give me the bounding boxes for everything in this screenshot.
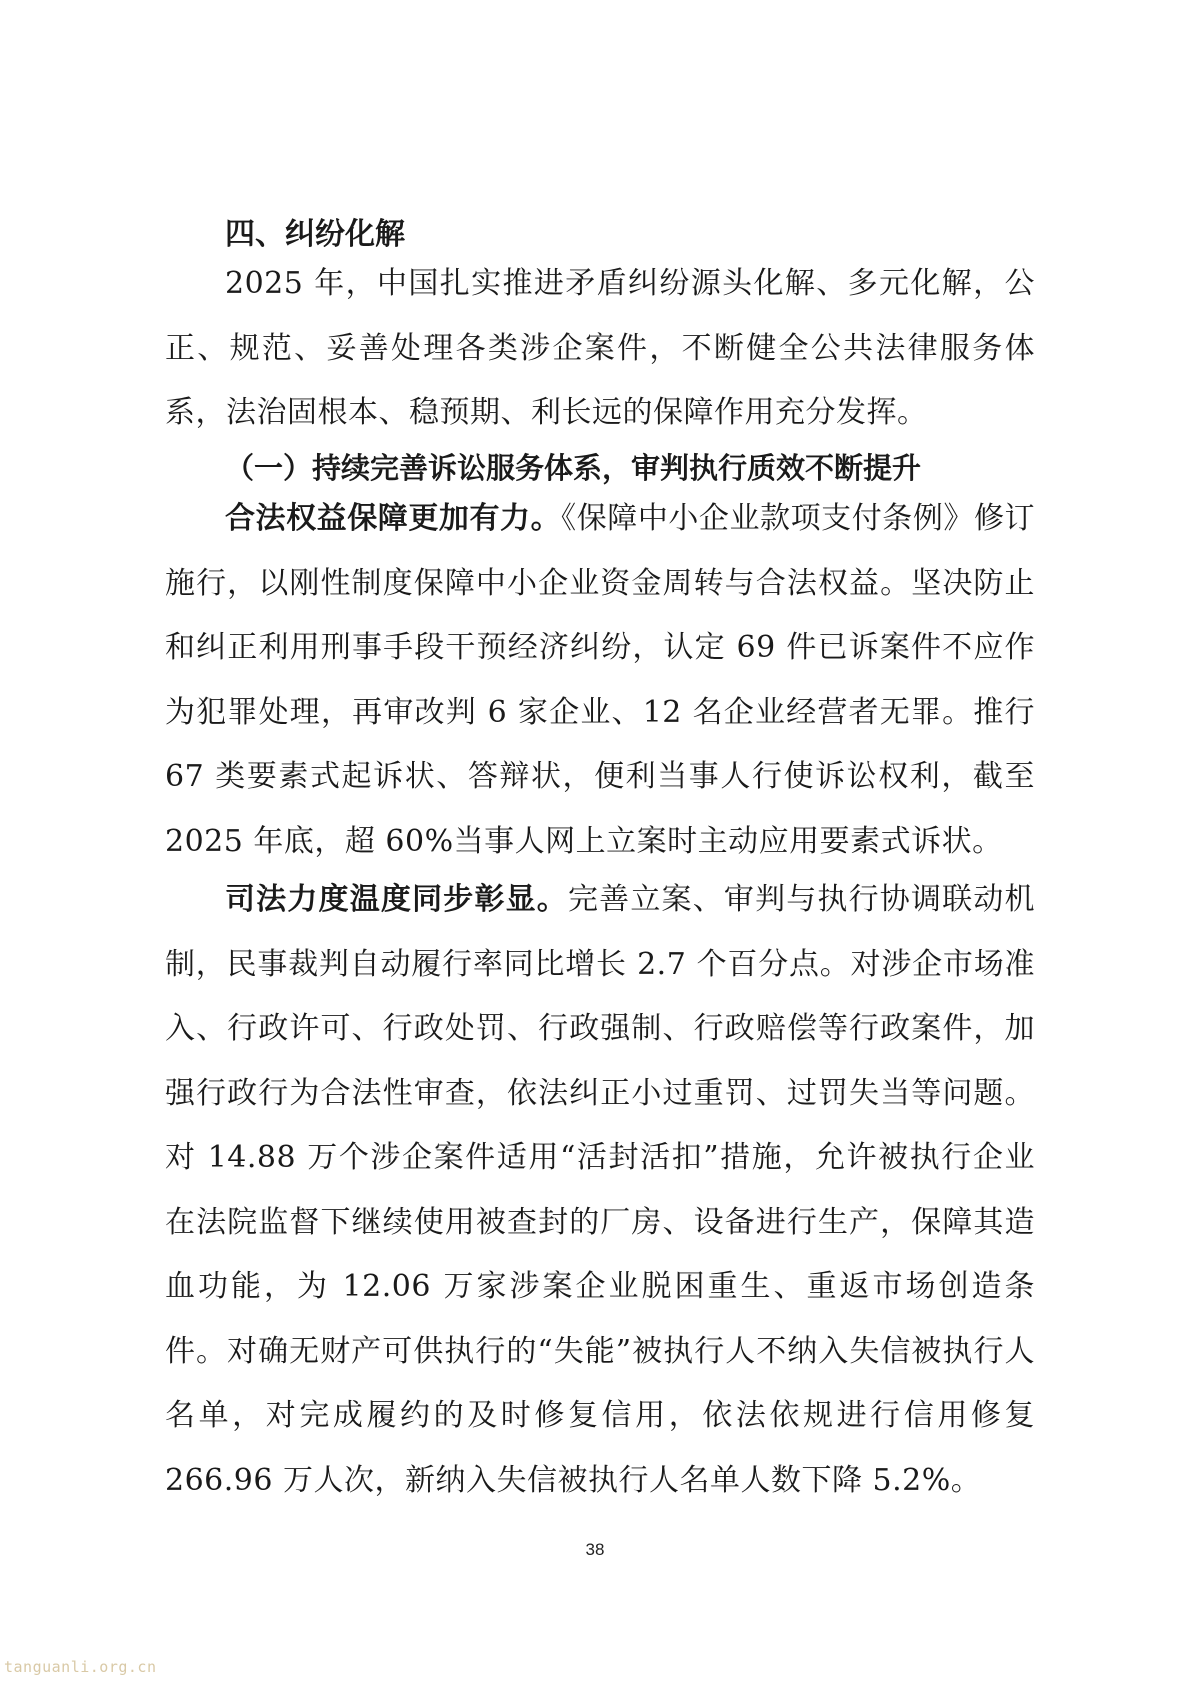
page-number: 38 <box>585 1540 605 1559</box>
paragraph-body: 完善立案、审判与执行协调联动机制，民事裁判自动履行率同比增长 2.7 个百分点。对涉企市场准入、行政许可、行政处罚、行政强制、行政赔偿等行政案件，加强行政行为合法性审查，依法纠正小过重罚、过罚失当等问题。对 14.88 万个涉企案件适用“活封活扣”措施，允许被执行企业在法院监督下继续使用被查封的厂房、设备进行生产，保障其造血功能，为 12.06 万家涉案企业脱困重生、重返市场创造条件。对确无财产可供执行的“失能”被执行人不纳入失信被执行人名单，对完成履约的及时修复信用，依法依规进行信用修复 266.96 万人次，新纳入失信被执行人名单人数下降 5.2%。 <box>165 882 1036 1498</box>
section-heading: 四、纠纷化解 <box>225 217 405 252</box>
watermark: tanguanli.org.cn <box>4 1658 157 1676</box>
intro-paragraph: 2025 年，中国扎实推进矛盾纠纷源头化解、多元化解，公正、规范、妥善处理各类涉企案件，不断健全公共法律服务体系，法治固根本、稳预期、利长远的保障作用充分发挥。 <box>165 266 1035 430</box>
paragraph-lead: 合法权益保障更加有力。 <box>225 501 562 536</box>
paragraph-rights-protection <box>165 487 1035 874</box>
paragraph-body: 《保障中小企业款项支付条例》修订施行，以刚性制度保障中小企业资金周转与合法权益。坚决防止和纠正利用刑事手段干预经济纠纷，认定 69 件已诉案件不应作为犯罪处理，再审改判 6 家企业、12 名企业经营者无罪。推行 67 类要素式起诉状、答辩状，便利当事人行使诉讼权利，截至 2025 年底，超 60%当事人网上立案时主动应用要素式诉状。 <box>165 501 1036 859</box>
paragraph-judicial-strength <box>165 868 1035 1513</box>
subsection-heading: （一）持续完善诉讼服务体系，审判执行质效不断提升 <box>225 451 922 485</box>
document-page <box>165 0 1035 1683</box>
paragraph-lead: 司法力度温度同步彰显。 <box>225 882 568 917</box>
